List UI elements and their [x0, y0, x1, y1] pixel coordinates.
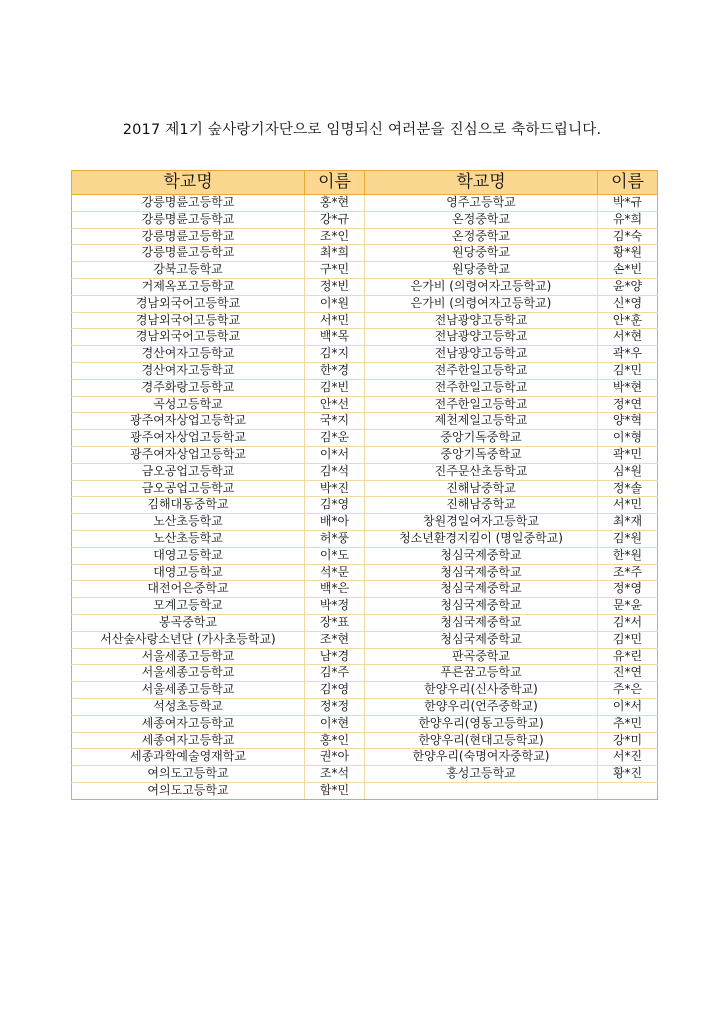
cell-school-right: 온정중학교: [365, 228, 598, 245]
table-row: [72, 547, 658, 564]
cell-name-right: 김*원: [598, 530, 658, 547]
cell-school-left: 여의도고등학교: [72, 766, 305, 783]
cell-name-right: 신*영: [598, 295, 658, 312]
cell-school-right: 중앙기독중학교: [365, 446, 598, 463]
cell-name-left: 강*규: [305, 211, 365, 228]
table-row: [72, 514, 658, 531]
cell-name-right: 김*숙: [598, 228, 658, 245]
table-row: [72, 749, 658, 766]
cell-name-right: 서*민: [598, 497, 658, 514]
cell-name-right: 진*연: [598, 665, 658, 682]
table-row: [72, 463, 658, 480]
cell-school-right: 진해남중학교: [365, 497, 598, 514]
cell-school-right: 진해남중학교: [365, 480, 598, 497]
table-row: [72, 295, 658, 312]
cell-name-right: 서*현: [598, 329, 658, 346]
cell-name-right: 윤*양: [598, 278, 658, 295]
cell-name-right: 주*은: [598, 682, 658, 699]
cell-name-left: 남*경: [305, 648, 365, 665]
cell-name-left: 함*민: [305, 782, 365, 799]
cell-school-right: 한양우리(현대고등학교): [365, 732, 598, 749]
cell-school-right: 한양우리(신사중학교): [365, 682, 598, 699]
cell-school-right: 한양우리(언주중학교): [365, 698, 598, 715]
cell-school-right: 전주한일고등학교: [365, 379, 598, 396]
cell-name-left: 조*인: [305, 228, 365, 245]
cell-school-left: 곡성고등학교: [72, 396, 305, 413]
cell-name-left: 안*선: [305, 396, 365, 413]
cell-name-left: 이*도: [305, 547, 365, 564]
table-row: [72, 564, 658, 581]
header-school-left: 학교명: [72, 171, 305, 195]
cell-name-right: 김*민: [598, 362, 658, 379]
cell-name-left: 구*민: [305, 262, 365, 279]
cell-name-left: 홍*인: [305, 732, 365, 749]
cell-school-left: 강북고등학교: [72, 262, 305, 279]
cell-name-right: 한*원: [598, 547, 658, 564]
cell-name-left: 한*경: [305, 362, 365, 379]
cell-school-left: 광주여자상업고등학교: [72, 430, 305, 447]
cell-name-left: 국*지: [305, 413, 365, 430]
table-row: [72, 245, 658, 262]
cell-name-right: 곽*우: [598, 346, 658, 363]
cell-name-left: 최*희: [305, 245, 365, 262]
table-header-row: [72, 171, 658, 195]
table-row: [72, 396, 658, 413]
cell-name-left: 홍*현: [305, 195, 365, 212]
page-title: 2017 제1기 숲사랑기자단으로 임명되신 여러분을 진심으로 축하드립니다.: [122, 122, 602, 138]
cell-school-right: 청소년환경지킴이 (명일중학교): [365, 530, 598, 547]
table-row: [72, 648, 658, 665]
table-row: [72, 446, 658, 463]
cell-name-left: 이*원: [305, 295, 365, 312]
table-row: [72, 430, 658, 447]
cell-name-left: 박*정: [305, 598, 365, 615]
table-row: [72, 715, 658, 732]
cell-name-right: 정*연: [598, 396, 658, 413]
cell-name-right: 박*규: [598, 195, 658, 212]
cell-school-right: 판곡중학교: [365, 648, 598, 665]
cell-name-right: 손*빈: [598, 262, 658, 279]
cell-name-right: 서*진: [598, 749, 658, 766]
table-row: [72, 413, 658, 430]
cell-school-right: 청심국제중학교: [365, 547, 598, 564]
cell-school-right: 온정중학교: [365, 211, 598, 228]
cell-name-left: 조*석: [305, 766, 365, 783]
cell-school-left: 서울세종고등학교: [72, 648, 305, 665]
cell-school-right: [365, 782, 598, 799]
cell-name-right: 이*서: [598, 698, 658, 715]
cell-school-left: 노산초등학교: [72, 530, 305, 547]
table-body: [72, 195, 658, 800]
table-row: [72, 211, 658, 228]
cell-school-left: 세종여자고등학교: [72, 732, 305, 749]
reporter-roster-table: [71, 170, 658, 800]
cell-name-right: 김*서: [598, 614, 658, 631]
cell-school-right: 청심국제중학교: [365, 598, 598, 615]
cell-school-left: 노산초등학교: [72, 514, 305, 531]
cell-name-left: 김*영: [305, 497, 365, 514]
cell-school-right: 청심국제중학교: [365, 581, 598, 598]
table-row: [72, 346, 658, 363]
cell-school-left: 세종과학예술영재학교: [72, 749, 305, 766]
cell-name-left: 백*은: [305, 581, 365, 598]
cell-school-left: 여의도고등학교: [72, 782, 305, 799]
cell-school-left: 경남외국어고등학교: [72, 329, 305, 346]
cell-school-left: 경산여자고등학교: [72, 362, 305, 379]
cell-school-right: 전주한일고등학교: [365, 362, 598, 379]
cell-school-right: 은가비 (의령여자고등학교): [365, 295, 598, 312]
cell-school-left: 금오공업고등학교: [72, 480, 305, 497]
cell-name-left: 권*아: [305, 749, 365, 766]
table-row: [72, 581, 658, 598]
cell-school-right: 원당중학교: [365, 262, 598, 279]
cell-name-left: 백*목: [305, 329, 365, 346]
cell-name-left: 서*민: [305, 312, 365, 329]
cell-name-left: 정*정: [305, 698, 365, 715]
table-row: [72, 631, 658, 648]
cell-school-left: 석성초등학교: [72, 698, 305, 715]
cell-name-right: 심*원: [598, 463, 658, 480]
cell-name-left: 이*현: [305, 715, 365, 732]
cell-school-left: 강릉명륜고등학교: [72, 195, 305, 212]
cell-school-left: 대전어은중학교: [72, 581, 305, 598]
table-row: [72, 782, 658, 799]
table-row: [72, 530, 658, 547]
cell-school-right: 청심국제중학교: [365, 564, 598, 581]
cell-school-left: 김해대동중학교: [72, 497, 305, 514]
cell-name-right: [598, 782, 658, 799]
cell-name-left: 김*빈: [305, 379, 365, 396]
cell-school-right: 영주고등학교: [365, 195, 598, 212]
cell-name-right: 황*원: [598, 245, 658, 262]
cell-school-right: 홍성고등학교: [365, 766, 598, 783]
cell-name-left: 장*표: [305, 614, 365, 631]
table-row: [72, 598, 658, 615]
cell-name-right: 곽*민: [598, 446, 658, 463]
table-row: [72, 329, 658, 346]
cell-name-right: 문*윤: [598, 598, 658, 615]
cell-school-right: 전남광양고등학교: [365, 329, 598, 346]
table-row: [72, 312, 658, 329]
table-row: [72, 379, 658, 396]
cell-school-left: 경주화랑고등학교: [72, 379, 305, 396]
table-row: [72, 278, 658, 295]
cell-school-right: 전남광양고등학교: [365, 312, 598, 329]
cell-school-right: 제천제일고등학교: [365, 413, 598, 430]
cell-school-left: 강릉명륜고등학교: [72, 228, 305, 245]
cell-name-right: 유*린: [598, 648, 658, 665]
header-school-right: 학교명: [365, 171, 598, 195]
table-row: [72, 766, 658, 783]
table-row: [72, 195, 658, 212]
cell-name-right: 안*훈: [598, 312, 658, 329]
cell-name-right: 양*혁: [598, 413, 658, 430]
table-row: [72, 362, 658, 379]
cell-name-left: 이*서: [305, 446, 365, 463]
cell-school-right: 한양우리(숙명여자중학교): [365, 749, 598, 766]
table-row: [72, 682, 658, 699]
cell-name-right: 황*진: [598, 766, 658, 783]
table-row: [72, 665, 658, 682]
cell-name-right: 박*현: [598, 379, 658, 396]
table-row: [72, 480, 658, 497]
table-row: [72, 497, 658, 514]
cell-school-left: 거제옥포고등학교: [72, 278, 305, 295]
cell-school-left: 경남외국어고등학교: [72, 312, 305, 329]
cell-name-left: 김*석: [305, 463, 365, 480]
cell-name-right: 조*주: [598, 564, 658, 581]
cell-name-right: 이*형: [598, 430, 658, 447]
cell-name-right: 추*민: [598, 715, 658, 732]
header-name-right: 이름: [598, 171, 658, 195]
cell-school-right: 전남광양고등학교: [365, 346, 598, 363]
cell-name-right: 김*민: [598, 631, 658, 648]
cell-school-left: 모계고등학교: [72, 598, 305, 615]
cell-school-right: 창원경일여자고등학교: [365, 514, 598, 531]
cell-name-right: 강*미: [598, 732, 658, 749]
cell-school-right: 푸른꿈고등학교: [365, 665, 598, 682]
cell-school-right: 청심국제중학교: [365, 631, 598, 648]
cell-name-left: 정*빈: [305, 278, 365, 295]
cell-school-right: 중앙기독중학교: [365, 430, 598, 447]
cell-school-right: 진주문산초등학교: [365, 463, 598, 480]
cell-name-left: 김*영: [305, 682, 365, 699]
cell-name-left: 허*풍: [305, 530, 365, 547]
cell-name-right: 최*재: [598, 514, 658, 531]
cell-school-left: 강릉명륜고등학교: [72, 211, 305, 228]
cell-school-left: 경남외국어고등학교: [72, 295, 305, 312]
cell-school-left: 서산숲사랑소년단 (가사초등학교): [72, 631, 305, 648]
cell-school-left: 봉곡중학교: [72, 614, 305, 631]
cell-school-left: 경산여자고등학교: [72, 346, 305, 363]
cell-name-right: 정*솔: [598, 480, 658, 497]
cell-school-right: 한양우리(영동고등학교): [365, 715, 598, 732]
cell-school-left: 서울세종고등학교: [72, 682, 305, 699]
cell-school-left: 강릉명륜고등학교: [72, 245, 305, 262]
cell-name-left: 김*지: [305, 346, 365, 363]
cell-school-left: 광주여자상업고등학교: [72, 413, 305, 430]
table-row: [72, 614, 658, 631]
cell-school-left: 광주여자상업고등학교: [72, 446, 305, 463]
cell-school-left: 세종여자고등학교: [72, 715, 305, 732]
cell-name-left: 석*문: [305, 564, 365, 581]
cell-school-left: 대영고등학교: [72, 564, 305, 581]
cell-school-right: 청심국제중학교: [365, 614, 598, 631]
cell-name-left: 김*운: [305, 430, 365, 447]
cell-school-right: 원당중학교: [365, 245, 598, 262]
cell-name-left: 배*아: [305, 514, 365, 531]
header-name-left: 이름: [305, 171, 365, 195]
cell-name-left: 박*진: [305, 480, 365, 497]
cell-name-right: 정*영: [598, 581, 658, 598]
cell-name-left: 김*주: [305, 665, 365, 682]
cell-name-left: 조*현: [305, 631, 365, 648]
cell-name-right: 유*희: [598, 211, 658, 228]
cell-school-left: 대영고등학교: [72, 547, 305, 564]
cell-school-right: 은가비 (의령여자고등학교): [365, 278, 598, 295]
cell-school-right: 전주한일고등학교: [365, 396, 598, 413]
cell-school-left: 금오공업고등학교: [72, 463, 305, 480]
table-row: [72, 228, 658, 245]
cell-school-left: 서울세종고등학교: [72, 665, 305, 682]
table-row: [72, 262, 658, 279]
table-row: [72, 732, 658, 749]
table-row: [72, 698, 658, 715]
